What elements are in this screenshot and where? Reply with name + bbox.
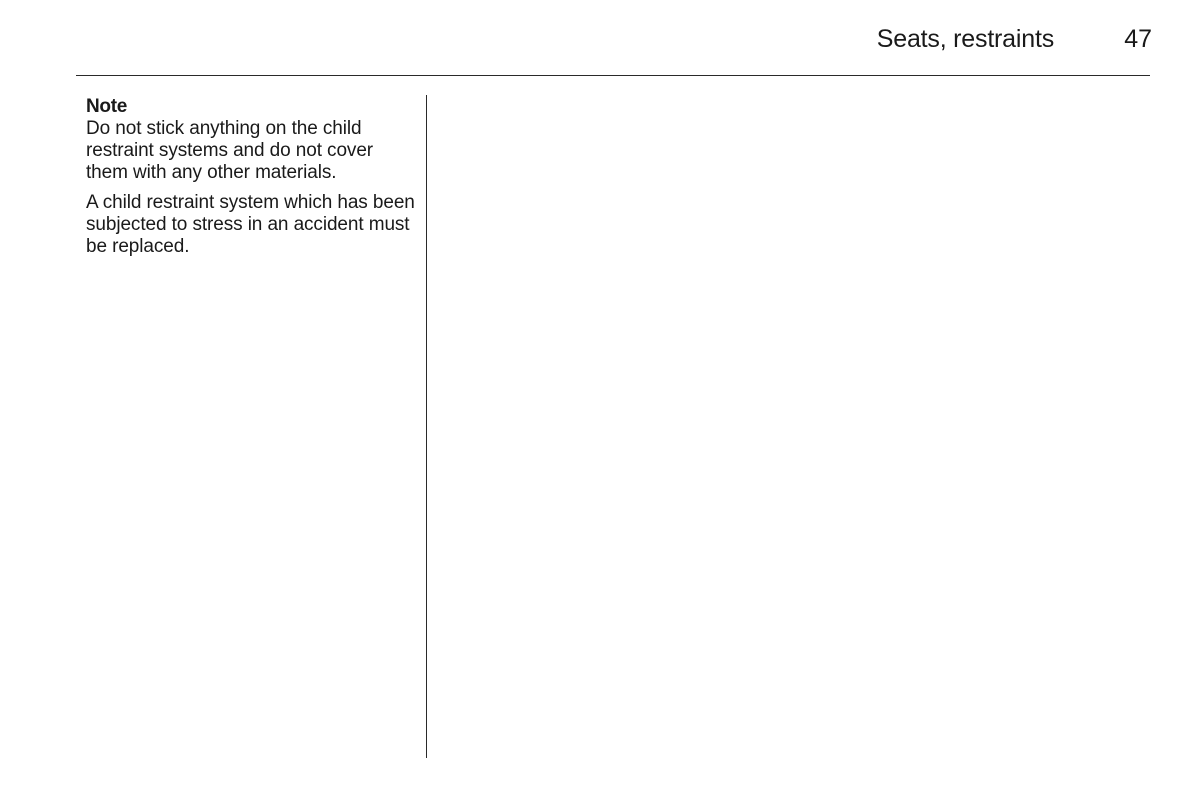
section-title: Seats, restraints xyxy=(876,25,1054,53)
header-rule xyxy=(76,75,1150,76)
note-paragraph-2: A child restraint system which has been subjected to stress in an accident must be replaced. xyxy=(86,192,415,257)
page-number: 47 xyxy=(1124,25,1152,53)
running-header xyxy=(0,0,1200,76)
note-paragraph-1: Do not stick anything on the child restraint systems and do not cover them with any other materials. xyxy=(86,118,374,183)
left-column xyxy=(86,96,416,266)
note-heading: Note xyxy=(86,96,128,117)
column-divider xyxy=(426,95,427,758)
